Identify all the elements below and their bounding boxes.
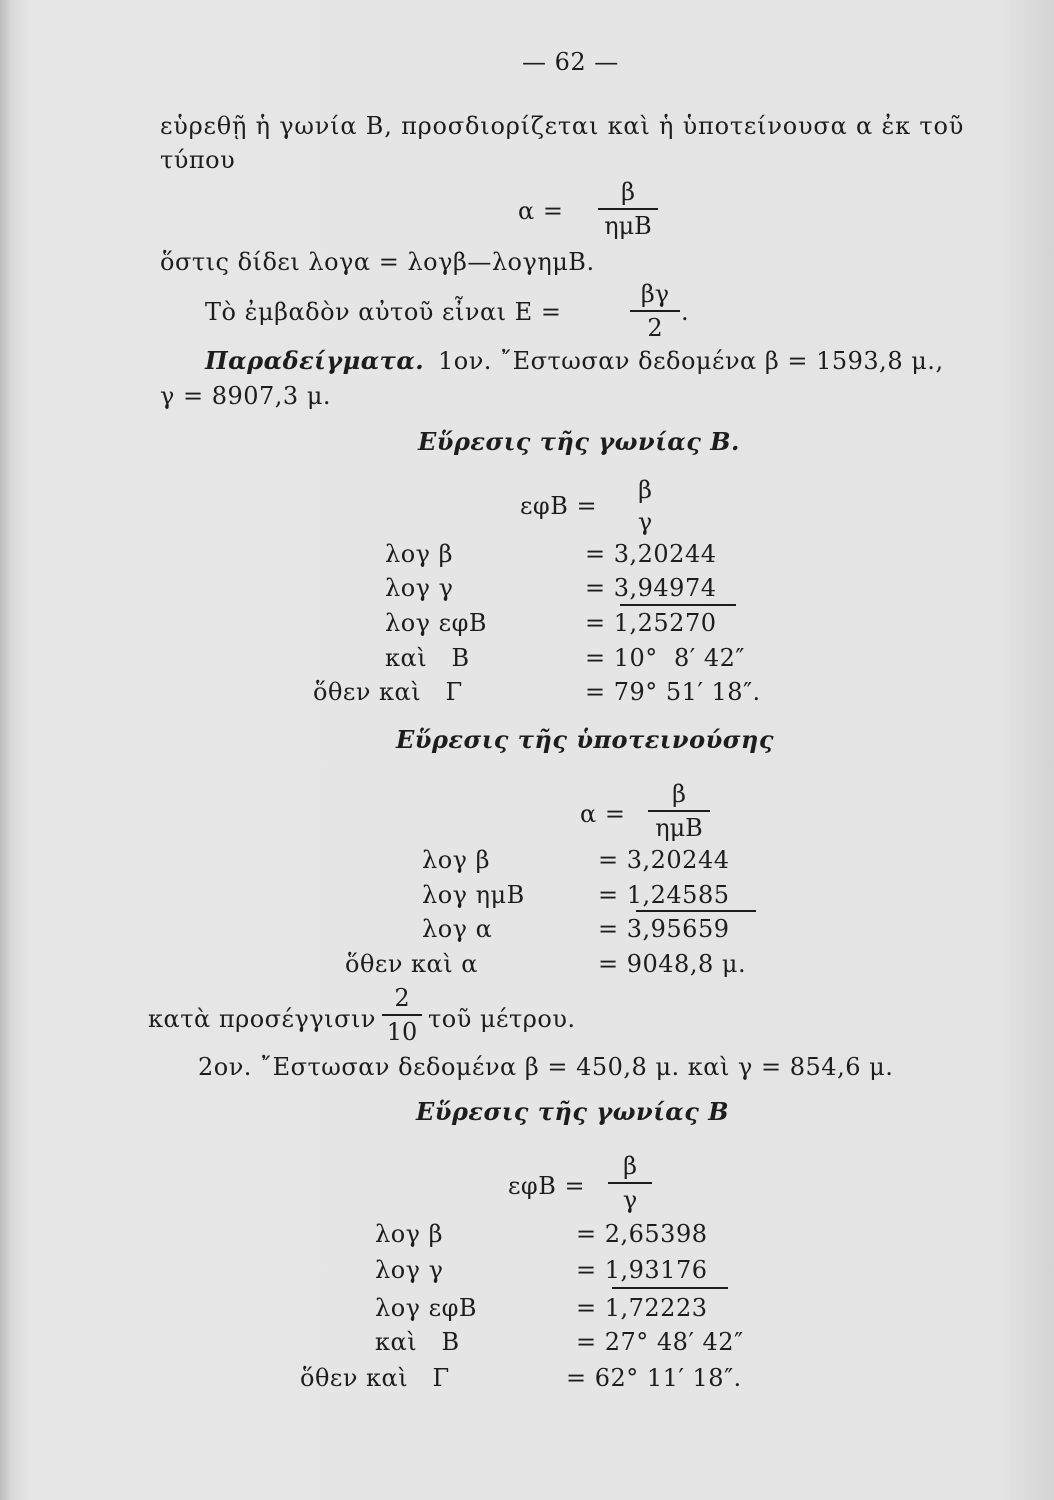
formula-hypotenuse-fraction [598,178,658,240]
s1-row-2-label: λογ γ [385,574,454,602]
fraction-numerator: β [648,780,710,812]
s3-row-3-value: = 1,72223 [576,1294,708,1322]
section-3-formula-fraction [608,1152,652,1214]
s2-row-2-label: λογ ημΒ [422,881,525,909]
section-3-title: Εὕρεσις τῆς γωνίας Β [416,1097,730,1126]
fraction-denominator: ημΒ [655,814,703,842]
approx-post: τοῦ μέτρου. [428,1005,576,1033]
s2-row-3-value: = 3,95659 [598,915,730,943]
fraction-denominator: γ [637,508,653,536]
section-2-formula-fraction [648,780,710,842]
s1-row-5-label: ὅθεν καὶ Γ [313,678,463,706]
fraction-numerator: βγ [630,280,680,312]
section-2-title: Εὕρεσις τῆς ὑποτεινούσης [396,725,774,754]
formula-hypotenuse-lhs: α = [518,197,564,225]
fraction-numerator: β [608,1152,652,1184]
page-number: — 62 — [522,48,619,76]
fraction-numerator: β [638,476,652,504]
examples-heading: Παραδείγματα. [205,346,425,375]
approx-pre: κατὰ προσέγγισιν [148,1005,376,1033]
s3-row-3-label: λογ εφΒ [375,1294,478,1322]
s1-row-4-value: = 10° 8′ 42″ [585,644,745,672]
section-2-formula-lhs: α = [580,800,626,828]
s1-sum-rule [620,604,736,606]
s3-row-4-value: = 27° 48′ 42″ [576,1328,744,1356]
fraction-numerator: 2 [382,984,422,1016]
s2-row-3-label: λογ α [422,915,493,943]
s1-row-5-value: = 79° 51′ 18″. [585,678,761,706]
intro-line-3: ὅστις δίδει λογα = λογβ—λογημΒ. [160,248,595,276]
intro-line-2: τύπου [160,146,236,174]
area-fraction [630,280,680,342]
example-1-line-1: 1ον. ῎Εστωσαν δεδομένα β = 1593,8 μ., [438,347,944,375]
s3-row-1-value: = 2,65398 [576,1220,708,1248]
s1-row-1-label: λογ β [385,540,454,568]
section-3-formula-lhs: εφΒ = [508,1172,586,1200]
s1-row-1-value: = 3,20244 [585,540,717,568]
s1-row-4-label: καὶ Β [385,644,470,672]
s3-row-5-label: ὅθεν καὶ Γ [300,1364,450,1392]
s2-sum-rule [636,910,756,912]
s2-row-1-label: λογ β [422,846,491,874]
fraction-denominator: 10 [386,1018,418,1046]
fraction-numerator: β [598,178,658,210]
section-1-formula-lhs: εφΒ = [520,492,598,520]
section-1-title: Εὕρεσις τῆς γωνίας Β. [418,427,740,456]
s3-row-2-value: = 1,93176 [576,1256,708,1284]
s2-row-4-label: ὅθεν καὶ α [345,950,479,978]
example-2-line: 2ον. ῎Εστωσαν δεδομένα β = 450,8 μ. καὶ γ = 854,6 μ. [198,1053,894,1081]
s1-row-3-value: = 1,25270 [585,609,717,637]
s3-row-5-value: = 62° 11′ 18″. [566,1364,742,1392]
section-1-formula-fraction [625,476,665,536]
s1-row-3-label: λογ εφΒ [385,609,488,637]
fraction-denominator: ημΒ [604,212,652,240]
s1-row-2-value: = 3,94974 [585,574,717,602]
approx-fraction [382,984,422,1046]
s3-sum-rule [612,1287,728,1289]
s2-row-4-value: = 9048,8 μ. [598,950,747,978]
example-1-line-2: γ = 8907,3 μ. [160,382,332,410]
fraction-denominator: γ [622,1186,638,1214]
intro-line-1: εὑρεθῇ ἡ γωνία Β, προσδιορίζεται καὶ ἡ ὑποτείνουσα α ἐκ τοῦ [160,112,965,140]
s3-row-4-label: καὶ Β [375,1328,460,1356]
area-text: Τὸ ἐμβαδὸν αὐτοῦ εἶναι Ε = [205,298,562,326]
s3-row-2-label: λογ γ [375,1256,444,1284]
fraction-denominator: 2 [647,314,663,342]
s2-row-1-value: = 3,20244 [598,846,730,874]
s2-row-2-value: = 1,24585 [598,881,730,909]
area-end: . [681,298,690,326]
s3-row-1-label: λογ β [375,1220,444,1248]
